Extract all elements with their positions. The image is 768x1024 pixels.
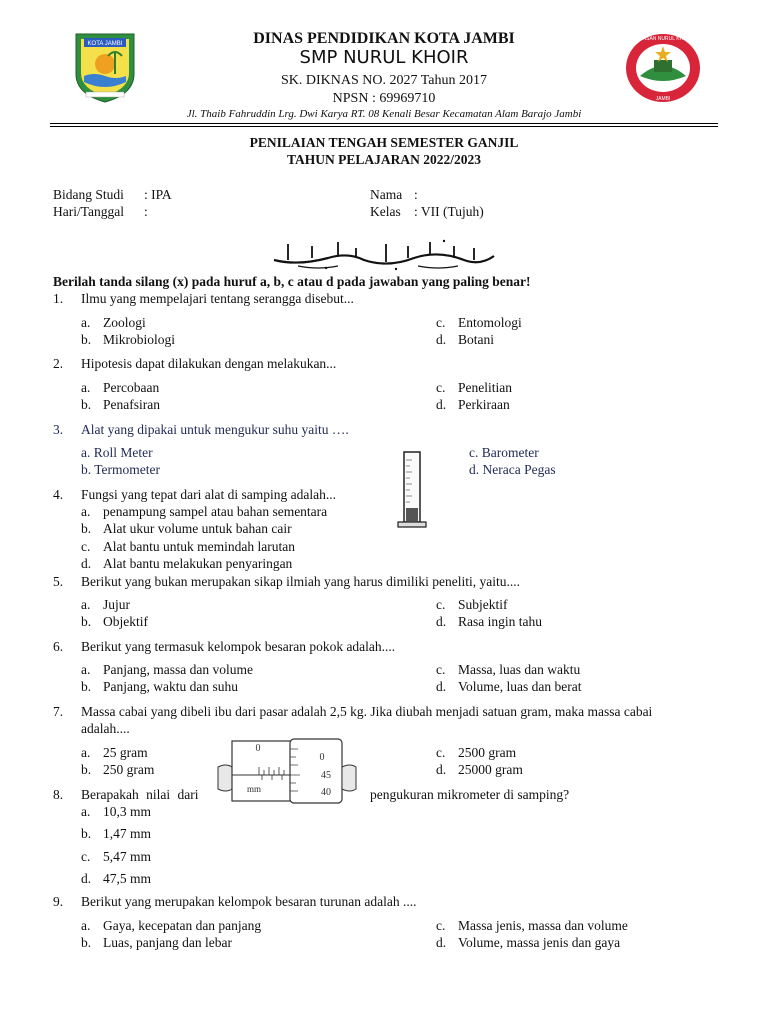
option-1d[interactable]: d. Botani [436, 332, 494, 347]
svg-text:40: 40 [321, 787, 331, 798]
exam-title: PENILAIAN TENGAH SEMESTER GANJIL [249, 135, 519, 150]
question-number: 1. [53, 291, 64, 306]
option-4b[interactable]: b. Alat ukur volume untuk bahan cair [81, 521, 292, 536]
svg-text:0: 0 [255, 743, 261, 754]
question-9-text: Berikut yang merupakan kelompok besaran turunan adalah .... [81, 894, 417, 909]
option-3d[interactable]: d. Neraca Pegas [469, 462, 556, 477]
svg-text:0: 0 [319, 752, 325, 763]
option-7a[interactable]: a. 25 gram [81, 745, 148, 760]
option-9b[interactable]: b. Luas, panjang dan lebar [81, 935, 232, 950]
option-5a[interactable]: a. Jujur [81, 597, 130, 612]
question-1 [53, 291, 63, 307]
name-label: Nama [370, 187, 403, 202]
question-8-text: Berapakah nilai dari [81, 787, 199, 802]
name-value: : [414, 187, 418, 202]
agency-title: DINAS PENDIDIKAN KOTA JAMBI [253, 30, 515, 47]
option-7b[interactable]: b. 250 gram [81, 762, 155, 777]
option-8b[interactable]: b. 1,47 mm [81, 826, 152, 841]
question-7-number: 7. [53, 704, 64, 719]
option-9a[interactable]: a. Gaya, kecepatan dan panjang [81, 918, 262, 933]
option-5b[interactable]: b. Objektif [81, 614, 148, 629]
question-2-number: 2. [53, 356, 64, 371]
class-value: : VII (Tujuh) [414, 204, 484, 219]
micrometer-image [214, 737, 362, 809]
subject-value: : IPA [144, 187, 172, 202]
basmalah-calligraphy [268, 236, 500, 272]
option-2c[interactable]: c. Penelitian [436, 380, 512, 395]
option-7c[interactable]: c. 2500 gram [436, 745, 517, 760]
school-name: SMP NURUL KHOIR [299, 47, 469, 68]
svg-text:45: 45 [321, 770, 331, 781]
option-3c[interactable]: c. Barometer [469, 445, 539, 460]
option-2d[interactable]: d. Perkiraan [436, 397, 510, 412]
option-7d[interactable]: d. 25000 gram [436, 762, 523, 777]
sk-number: SK. DIKNAS NO. 2027 Tahun 2017 [280, 73, 488, 88]
option-5d[interactable]: d. Rasa ingin tahu [436, 614, 542, 629]
option-1a[interactable]: a. Zoologi [81, 315, 146, 330]
question-4-text: Fungsi yang tepat dari alat di samping adalah... [81, 487, 336, 502]
question-4-number: 4. [53, 487, 64, 502]
question-1-text: Ilmu yang mempelajari tentang serangga disebut... [81, 291, 354, 306]
question-6-number: 6. [53, 639, 64, 654]
question-9-number: 9. [53, 894, 64, 909]
header-rule-thick [50, 123, 718, 124]
option-4a[interactable]: a. penampung sampel atau bahan sementara [81, 504, 328, 519]
option-5c[interactable]: c. Subjektif [436, 597, 508, 612]
option-1b[interactable]: b. Mikrobiologi [81, 332, 176, 347]
question-3-text: Alat yang dipakai untuk mengukur suhu yaitu …. [81, 422, 349, 437]
option-8d[interactable]: d. 47,5 mm [81, 871, 152, 886]
question-5-number: 5. [53, 574, 64, 589]
question-8-number: 8. [53, 787, 64, 802]
option-3b[interactable]: b. Termometer [81, 462, 161, 477]
instruction: Berilah tanda silang (x) pada huruf a, b, c atau d pada jawaban yang paling benar! [53, 274, 531, 289]
svg-text:JAMBI: JAMBI [655, 96, 671, 102]
question-6-text: Berikut yang termasuk kelompok besaran pokok adalah.... [81, 639, 396, 654]
question-5-text: Berikut yang bukan merupakan sikap ilmiah yang harus dimiliki peneliti, yaitu.... [81, 574, 521, 589]
date-label: Hari/Tanggal [53, 204, 125, 219]
measuring-cylinder-image [394, 450, 434, 530]
option-6c[interactable]: c. Massa, luas dan waktu [436, 662, 581, 677]
question-2-text: Hipotesis dapat dilakukan dengan melakukan... [81, 356, 337, 371]
option-9d[interactable]: d. Volume, massa jenis dan gaya [436, 935, 621, 950]
option-1c[interactable]: c. Entomologi [436, 315, 522, 330]
option-8a[interactable]: a. 10,3 mm [81, 804, 152, 819]
svg-text:mm: mm [246, 784, 262, 794]
svg-text:KOTA JAMBI: KOTA JAMBI [87, 41, 123, 47]
header-rule-thin [50, 126, 718, 127]
option-4d[interactable]: d. Alat bantu melakukan penyaringan [81, 556, 293, 571]
class-label: Kelas [370, 204, 401, 219]
option-2a[interactable]: a. Percobaan [81, 380, 160, 395]
option-2b[interactable]: b. Penafsiran [81, 397, 160, 412]
question-7-text-cont: adalah.... [81, 721, 130, 736]
option-6d[interactable]: d. Volume, luas dan berat [436, 679, 582, 694]
yayasan-nurul-khoir-logo [624, 32, 702, 104]
option-9c[interactable]: c. Massa jenis, massa dan volume [436, 918, 628, 933]
exam-year: TAHUN PELAJARAN 2022/2023 [286, 152, 481, 167]
option-8c[interactable]: c. 5,47 mm [81, 849, 152, 864]
school-address: Jl. Thaib Fahruddin Lrg. Dwi Karya RT. 08 Kenali Besar Kecamatan Alam Barajo Jambi [186, 108, 582, 120]
option-6b[interactable]: b. Panjang, waktu dan suhu [81, 679, 238, 694]
question-3-number: 3. [53, 422, 64, 437]
date-value: : [144, 204, 148, 219]
subject-label: Bidang Studi [53, 187, 124, 202]
option-6a[interactable]: a. Panjang, massa dan volume [81, 662, 253, 677]
option-3a[interactable]: a. Roll Meter [81, 445, 153, 460]
question-8-text-cont: pengukuran mikrometer di samping? [370, 787, 570, 802]
question-7-text: Massa cabai yang dibeli ibu dari pasar adalah 2,5 kg. Jika diubah menjadi satuan gram, maka massa cabai [81, 704, 653, 719]
npsn-number: NPSN : 69969710 [332, 91, 436, 106]
svg-text:YAYASAN NURUL KHOIR: YAYASAN NURUL KHOIR [633, 36, 693, 42]
option-4c[interactable]: c. Alat bantu untuk memindah larutan [81, 539, 295, 554]
